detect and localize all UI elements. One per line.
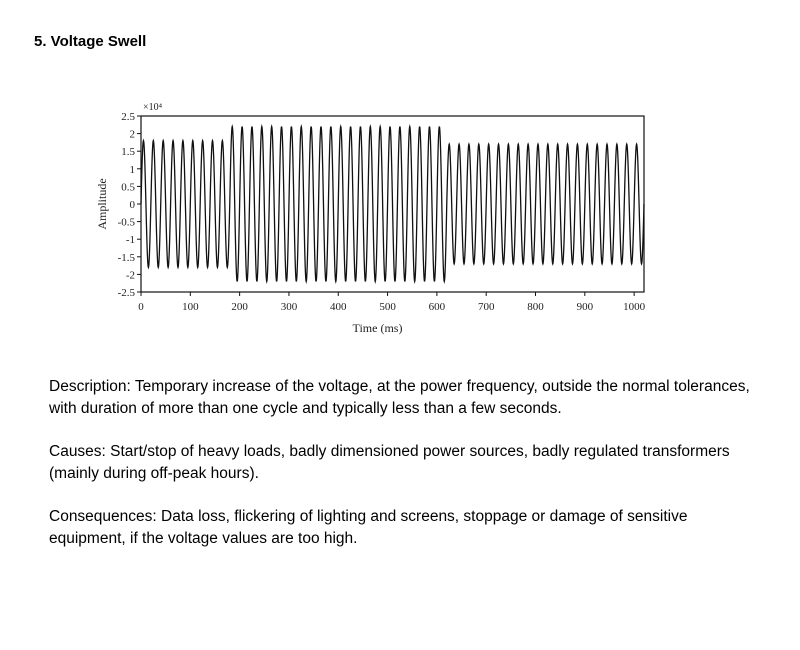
- y-tick-label: 2.5: [121, 111, 135, 123]
- x-tick-label: 0: [138, 301, 144, 313]
- x-tick-label: 800: [527, 301, 544, 313]
- x-tick-label: 600: [428, 301, 446, 313]
- y-tick-label: 1.5: [121, 146, 135, 159]
- x-tick-label: 400: [330, 301, 347, 313]
- x-tick-label: 900: [576, 301, 594, 313]
- x-axis-label: Time (ms): [352, 321, 403, 335]
- section-heading: 5. Voltage Swell: [34, 33, 147, 50]
- voltage-swell-chart: [88, 98, 658, 348]
- y-tick-label: -2.5: [117, 287, 135, 299]
- x-tick-label: 700: [477, 301, 495, 313]
- x-tick-label: 300: [280, 301, 298, 313]
- y-tick-label: -2: [125, 269, 135, 282]
- y-multiplier-label: ×10⁴: [143, 102, 163, 113]
- y-tick-label: -1: [125, 234, 135, 247]
- y-tick-label: -1.5: [117, 251, 135, 264]
- voltage-waveform-line: [141, 127, 644, 282]
- y-tick-label: 0.5: [121, 181, 135, 194]
- y-tick-label: 1: [129, 163, 135, 176]
- description-paragraph: Description: Temporary increase of the voltage, at the power frequency, outside the normal tolerances, with duration of more than one cycle and typically less than a few seconds.: [49, 378, 750, 417]
- x-tick-label: 200: [231, 301, 248, 313]
- x-tick-label: 1000: [623, 301, 646, 313]
- consequences-paragraph: Consequences: Data loss, flickering of lighting and screens, stoppage or damage of sensitive equipment, if the voltage values are too high.: [49, 508, 688, 547]
- x-tick-label: 100: [182, 301, 199, 313]
- x-tick-label: 500: [379, 301, 396, 313]
- y-tick-label: 2: [129, 128, 135, 141]
- description-block: [49, 376, 759, 571]
- y-tick-label: -0.5: [117, 216, 135, 229]
- y-tick-label: 0: [129, 199, 135, 211]
- causes-paragraph: Causes: Start/stop of heavy loads, badly dimensioned power sources, badly regulated transformers (mainly during off-peak hours).: [49, 443, 730, 482]
- y-axis-label: Amplitude: [95, 178, 109, 230]
